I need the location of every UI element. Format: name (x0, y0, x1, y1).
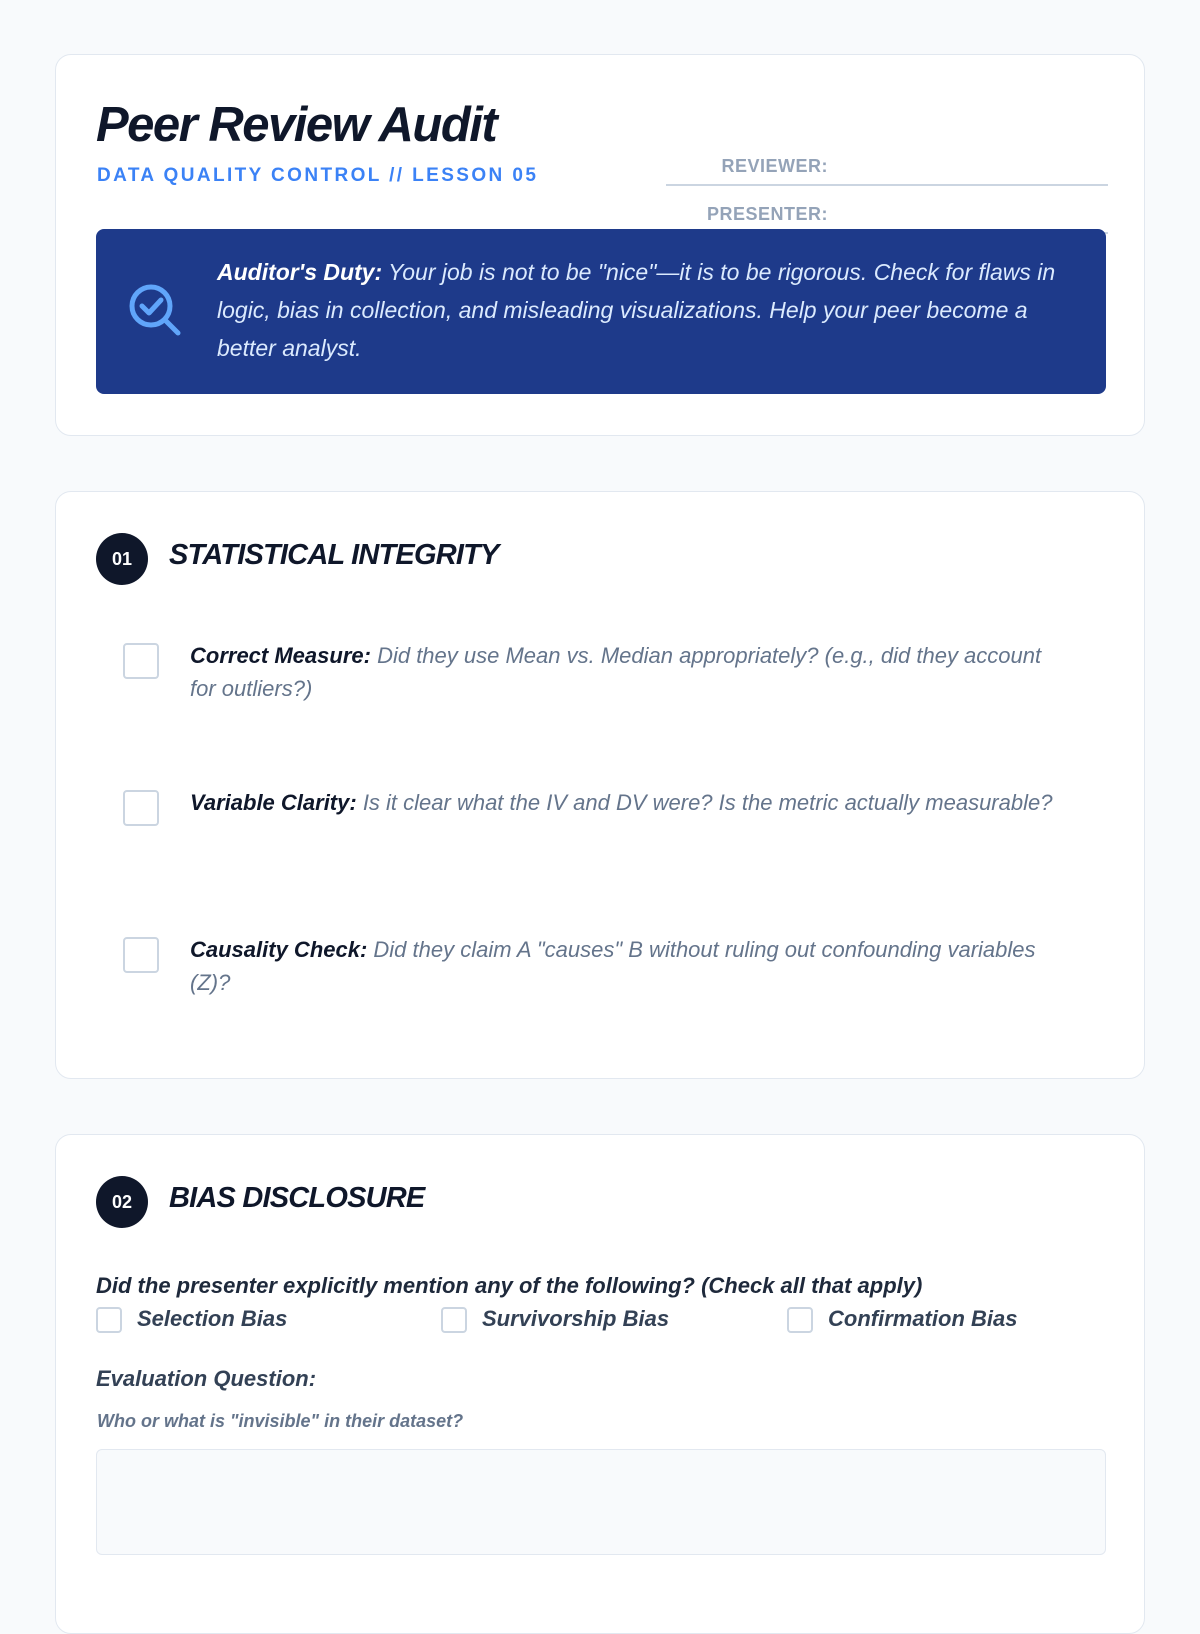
section-number-badge: 01 (96, 533, 148, 585)
search-check-icon (126, 281, 186, 341)
checkbox[interactable] (441, 1307, 467, 1333)
checklist-item-text (190, 639, 1070, 705)
header-card (55, 54, 1145, 436)
bias-option-label: Selection Bias (137, 1306, 288, 1331)
auditor-duty-text (217, 253, 1077, 367)
checklist-item-label: Correct Measure: (190, 643, 371, 668)
reviewer-field[interactable] (666, 142, 1108, 186)
evaluation-label: Evaluation Question: (96, 1366, 317, 1391)
auditor-duty-body: Your job is not to be "nice"—it is to be rigorous. Check for flaws in logic, bias in collection, and misleading visualizations. Help your peer become a better analyst. (217, 259, 1056, 361)
checklist-item-text (190, 786, 1070, 819)
checklist-item-description: Did they use Mean vs. Median appropriately? (e.g., did they account for outliers?) (190, 643, 1042, 701)
checklist-item-description: Is it clear what the IV and DV were? Is the metric actually measurable? (356, 790, 1053, 815)
bias-disclosure-card (55, 1134, 1145, 1634)
bias-option-label: Survivorship Bias (482, 1306, 670, 1331)
presenter-field[interactable] (666, 190, 1108, 234)
auditor-duty-banner (96, 229, 1106, 394)
reviewer-label: REVIEWER: (721, 156, 828, 176)
evaluation-question: Who or what is "invisible" in their dataset? (97, 1411, 464, 1431)
page-subtitle: DATA QUALITY CONTROL // LESSON 05 (97, 165, 539, 186)
checkbox[interactable] (123, 937, 159, 973)
evaluation-answer-field[interactable] (96, 1449, 1106, 1555)
checkbox[interactable] (96, 1307, 122, 1333)
presenter-label: PRESENTER: (706, 204, 828, 224)
checkbox[interactable] (787, 1307, 813, 1333)
checklist-item-label: Variable Clarity: (190, 790, 357, 815)
bias-option-label: Confirmation Bias (828, 1306, 1018, 1331)
section-number-badge: 02 (96, 1176, 148, 1228)
section-title: BIAS DISCLOSURE (169, 1182, 425, 1214)
page-title: Peer Review Audit (96, 98, 497, 152)
bias-prompt: Did the presenter explicitly mention any of the following? (Check all that apply) (96, 1273, 923, 1298)
checklist-item-description: Did they claim A "causes" B without ruling out confounding variables (Z)? (190, 937, 1036, 995)
statistical-integrity-card (55, 491, 1145, 1079)
checkbox[interactable] (123, 790, 159, 826)
checkbox[interactable] (123, 643, 159, 679)
checklist-item-text (190, 933, 1070, 999)
checklist-item-label: Causality Check: (190, 937, 368, 962)
auditor-duty-label: Auditor's Duty: (217, 259, 383, 285)
section-title: STATISTICAL INTEGRITY (169, 539, 499, 571)
